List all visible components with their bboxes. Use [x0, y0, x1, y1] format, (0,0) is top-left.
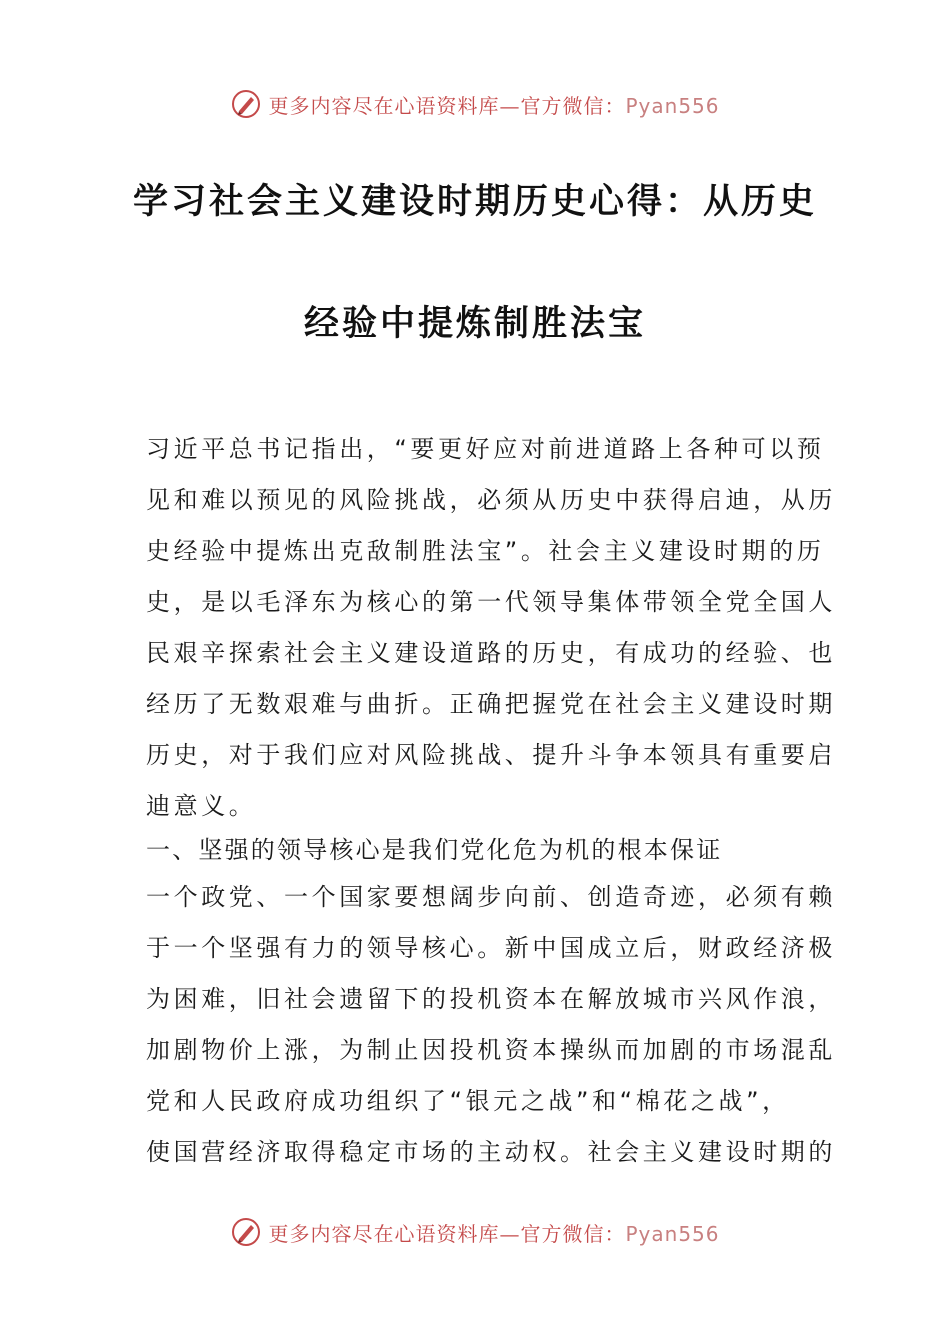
watermark-main: 更多内容尽在心语资料库—官方微信： — [268, 1221, 626, 1246]
paragraph-section-1 — [146, 872, 836, 1178]
text-line: 见和难以预见的风险挑战，必须从历史中获得启迪，从历 — [146, 486, 836, 514]
text-line: 习近平总书记指出，“要更好应对前进道路上各种可以预 — [146, 435, 825, 463]
document-title-line-2: 经验中提炼制胜法宝 — [303, 304, 646, 344]
watermark-footer — [0, 1212, 950, 1252]
text-line: 民艰辛探索社会主义建设道路的历史，有成功的经验、也 — [146, 639, 836, 667]
text-line: 党和人民政府成功组织了“银元之战”和“棉花之战”， — [146, 1087, 790, 1115]
text-line: 迪意义。 — [146, 792, 257, 820]
watermark-wechat-id: Pyan556 — [625, 93, 720, 118]
text-line: 使国营经济取得稳定市场的主动权。社会主义建设时期的 — [146, 1138, 836, 1166]
text-line: 于一个坚强有力的领导核心。新中国成立后，财政经济极 — [146, 934, 836, 962]
document-title-line-1: 学习社会主义建设时期历史心得：从历史 — [132, 182, 817, 222]
watermark-header — [0, 84, 950, 124]
section-heading-1: 一、坚强的领导核心是我们党化危为机的根本保证 — [146, 836, 723, 864]
text-line: 历史，对于我们应对风险挑战、提升斗争本领具有重要启 — [146, 741, 836, 769]
watermark-main: 更多内容尽在心语资料库—官方微信： — [268, 93, 626, 118]
text-line: 经历了无数艰难与曲折。正确把握党在社会主义建设时期 — [146, 690, 836, 718]
text-line: 史，是以毛泽东为核心的第一代领导集体带领全党全国人 — [146, 588, 836, 616]
watermark-text — [268, 90, 719, 119]
text-line: 为困难，旧社会遗留下的投机资本在解放城市兴风作浪， — [146, 985, 836, 1013]
text-line: 加剧物价上涨，为制止因投机资本操纵而加剧的市场混乱 — [146, 1036, 836, 1064]
text-line: 史经验中提炼出克敌制胜法宝”。社会主义建设时期的历 — [146, 537, 825, 565]
paragraph-intro — [146, 424, 836, 832]
watermark-text — [268, 1218, 719, 1247]
watermark-wechat-id: Pyan556 — [625, 1221, 720, 1246]
pen-logo-icon — [230, 1216, 262, 1248]
pen-logo-icon — [230, 88, 262, 120]
text-line: 一个政党、一个国家要想阔步向前、创造奇迹，必须有赖 — [146, 883, 836, 911]
